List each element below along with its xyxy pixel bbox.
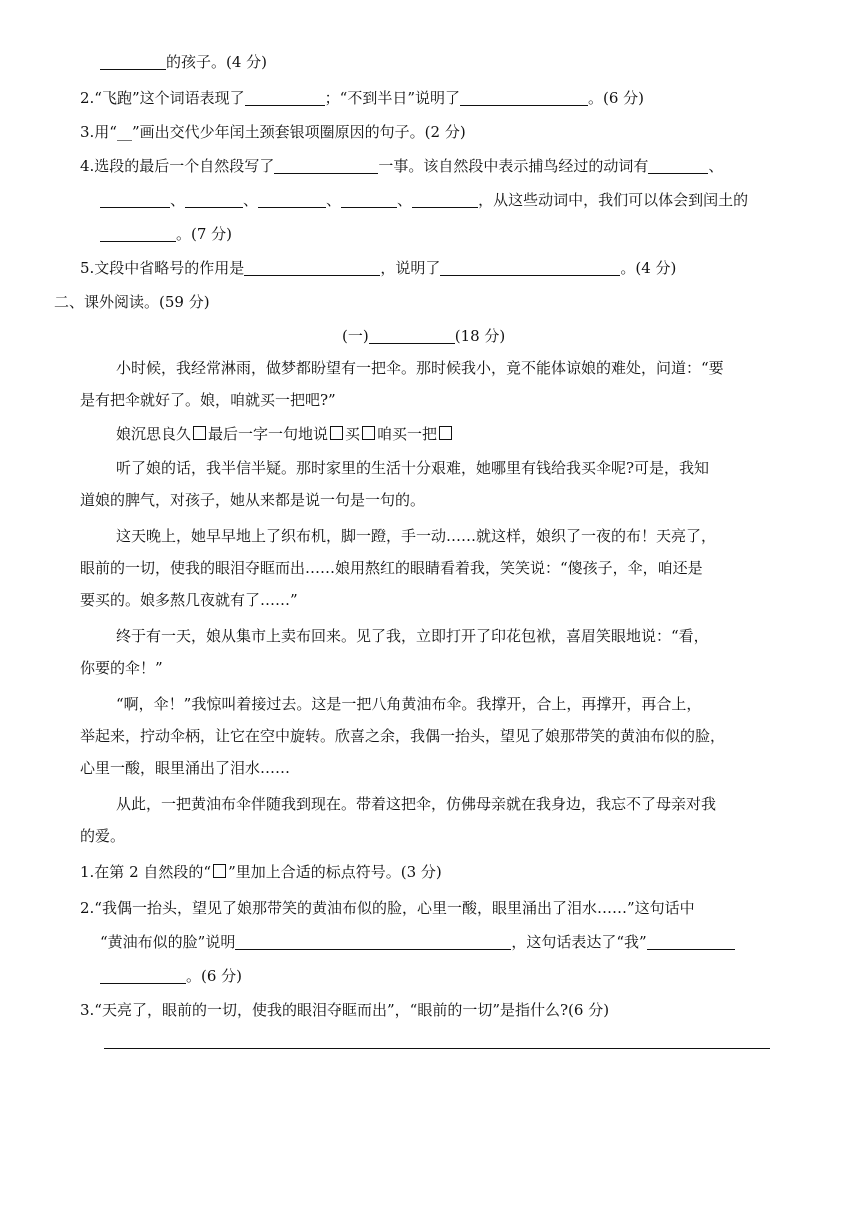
question-2-2-line1: 2.“我偶一抬头，望见了娘那带笑的黄油布似的脸，心里一酸，眼里涌出了泪水……”这句话中 (80, 899, 695, 917)
passage-title: (一) (18 分) (342, 327, 506, 345)
punctuation-box[interactable] (362, 426, 375, 440)
passage-p4: 眼前的一切，使我的眼泪夺眶而出……娘用熬红的眼睛看着我，笑笑说：“傻孩子，伞，咱还是 (80, 559, 703, 577)
answer-blank[interactable] (440, 259, 620, 276)
question-1-3: 3.用“__”画出交代少年闰土颈套银项圈原因的句子。(2 分) (80, 123, 466, 141)
punctuation-box[interactable] (439, 426, 452, 440)
question-2-2-line3: 。(6 分) (100, 966, 242, 986)
answer-blank[interactable] (412, 191, 478, 208)
passage-p6: 心里一酸，眼里涌出了泪水…… (80, 759, 291, 777)
answer-blank[interactable] (274, 157, 378, 174)
question-1-4-line2: 、 、 、 、 ，从这些动词中，我们可以体会到闰土的 (100, 190, 748, 210)
passage-p4: 要买的。娘多熬几夜就有了……” (80, 591, 298, 609)
answer-blank[interactable] (648, 157, 708, 174)
passage-p6: “啊，伞！”我惊叫着接过去。这是一把八角黄油布伞。我撑开，合上，再撑开，再合上， (116, 695, 702, 713)
answer-blank[interactable] (647, 933, 735, 950)
passage-p5: 终于有一天，娘从集市上卖布回来。见了我，立即打开了印花包袱，喜眉笑眼地说：“看， (116, 627, 709, 645)
answer-blank[interactable] (460, 89, 588, 106)
question-1-5: 5.文段中省略号的作用是 ，说明了 。(4 分) (80, 259, 677, 277)
passage-p7: 的爱。 (80, 827, 126, 845)
question-1-2: 2.“飞跑”这个词语表现了 ；“不到半日”说明了 。(6 分) (80, 89, 645, 107)
passage-p4: 这天晚上，她早早地上了织布机，脚一蹬，手一动……就这样，娘织了一夜的布！天亮了， (116, 527, 717, 545)
answer-blank[interactable] (100, 967, 186, 984)
question-2-1: 1.在第 2 自然段的“ ”里加上合适的标点符号。(3 分) (80, 863, 442, 881)
passage-p3: 听了娘的话，我半信半疑。那时家里的生活十分艰难，她哪里有钱给我买伞呢?可是，我知 (116, 459, 710, 477)
passage-p1: 是有把伞就好了。娘，咱就买一把吧?” (80, 391, 336, 409)
answer-blank[interactable] (245, 89, 325, 106)
answer-blank[interactable] (244, 259, 380, 276)
q1-continuation: 的孩子。(4 分) (100, 52, 267, 72)
punctuation-box-icon (213, 864, 226, 878)
answer-blank[interactable] (258, 191, 326, 208)
answer-blank[interactable] (100, 53, 166, 70)
punctuation-box[interactable] (330, 426, 343, 440)
answer-blank[interactable] (235, 933, 511, 950)
punctuation-box[interactable] (193, 426, 206, 440)
answer-blank[interactable] (100, 191, 170, 208)
question-1-4-line3: 。(7 分) (100, 224, 232, 244)
passage-p5: 你要的伞！” (80, 659, 163, 677)
answer-blank[interactable] (185, 191, 243, 208)
title-blank[interactable] (369, 327, 455, 344)
passage-p6: 举起来，拧动伞柄，让它在空中旋转。欣喜之余，我偶一抬头，望见了娘那带笑的黄油布似的脸， (80, 727, 726, 745)
section-heading: 二、课外阅读。(59 分) (54, 293, 210, 311)
passage-p2: 娘沉思良久 最后一字一句地说 买 咱买一把 (116, 424, 454, 444)
passage-p7: 从此，一把黄油布伞伴随我到现在。带着这把伞，仿佛母亲就在我身边，我忘不了母亲对我 (116, 795, 717, 813)
passage-p3: 道娘的脾气，对孩子，她从来都是说一句是一句的。 (80, 491, 426, 509)
question-2-2-line2: “黄油布似的脸”说明 ，这句话表达了“我” (100, 932, 735, 952)
answer-blank[interactable] (341, 191, 397, 208)
question-1-4-line1: 4.选段的最后一个自然段写了 一事。该自然段中表示捕鸟经过的动词有 、 (80, 157, 724, 175)
answer-line[interactable] (104, 1048, 770, 1049)
passage-p1: 小时候，我经常淋雨，做梦都盼望有一把伞。那时候我小，竟不能体谅娘的难处，问道：“要 (116, 359, 724, 377)
question-2-3: 3.“天亮了，眼前的一切，使我的眼泪夺眶而出”，“眼前的一切”是指什么?(6 分) (80, 1001, 610, 1019)
answer-blank[interactable] (100, 225, 176, 242)
